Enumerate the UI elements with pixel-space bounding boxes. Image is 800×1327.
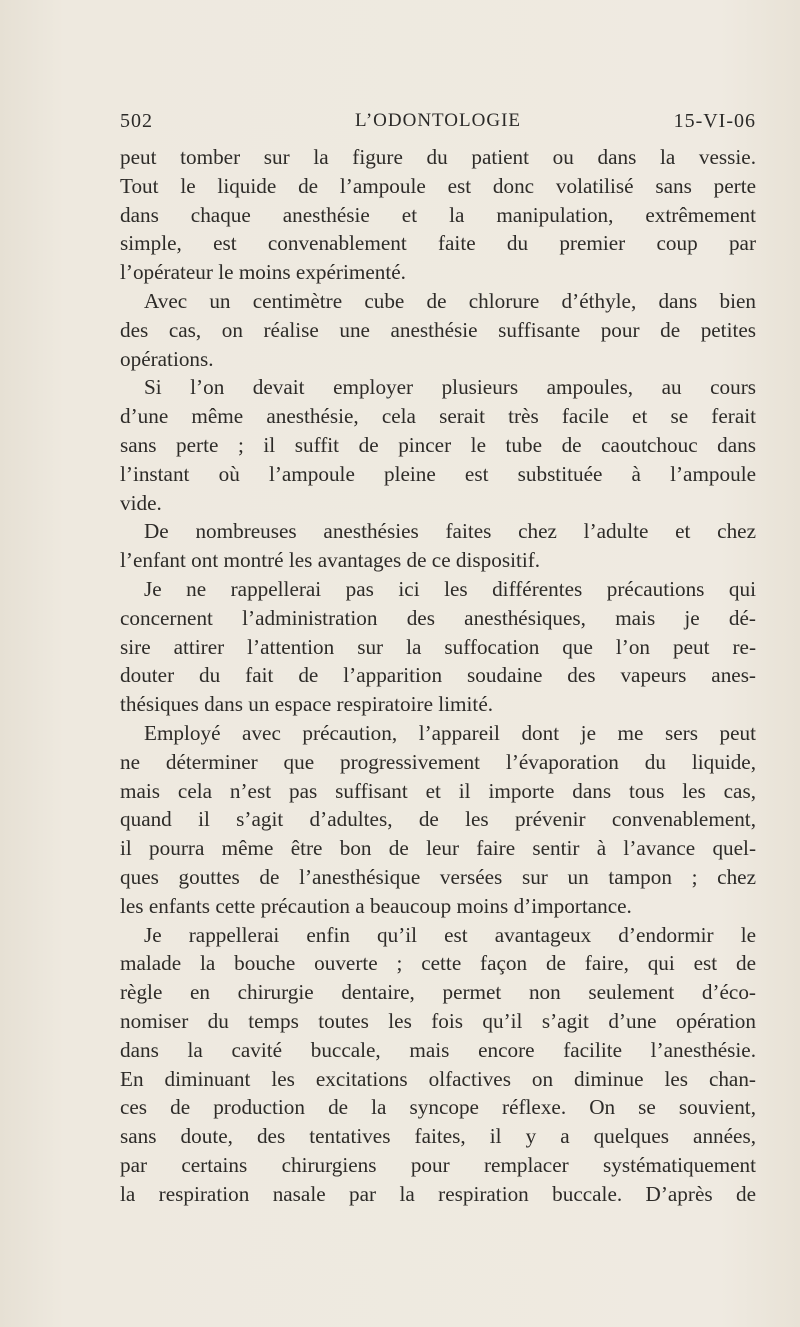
text-line: sans doute, des tentatives faites, il y a quelques années,	[120, 1124, 756, 1149]
journal-title: L’ODONTOLOGIE	[354, 110, 522, 131]
body-text	[120, 143, 756, 1208]
text-line: dans la cavité buccale, mais encore facilite l’anesthésie.	[120, 1037, 756, 1062]
text-line: d’une même anesthésie, cela serait très facile et se ferait	[120, 404, 756, 429]
text-line: règle en chirurgie dentaire, permet non seulement d’éco-	[120, 980, 756, 1005]
text-line: En diminuant les excitations olfactives on diminue les chan-	[120, 1066, 756, 1091]
text-line: sire attirer l’attention sur la suffocation que l’on peut re-	[120, 634, 756, 659]
text-line: sans perte ; il suffit de pincer le tube de caoutchouc dans	[120, 432, 756, 457]
text-line: l’opérateur le moins expérimenté.	[120, 260, 406, 285]
text-line: Je rappellerai enfin qu’il est avantageux d’endormir le	[144, 922, 756, 947]
text-line: vide.	[120, 490, 162, 515]
text-line: quand il s’agit d’adultes, de les prévenir convenablement,	[120, 807, 756, 832]
text-line: concernent l’administration des anesthésiques, mais je dé-	[120, 605, 756, 630]
text-line: Employé avec précaution, l’appareil dont je me sers peut	[144, 720, 756, 745]
text-line: Je ne rappellerai pas ici les différentes précautions qui	[144, 576, 756, 601]
text-line: De nombreuses anesthésies faites chez l’adulte et chez	[144, 519, 756, 544]
page-number: 502	[120, 110, 153, 132]
text-line: l’enfant ont montré les avantages de ce dispositif.	[120, 548, 541, 573]
text-line: ces de production de la syncope réflexe. On se souvient,	[120, 1095, 756, 1120]
text-line: peut tomber sur la figure du patient ou dans la vessie.	[120, 145, 756, 169]
text-line: douter du fait de l’apparition soudaine des vapeurs anes-	[120, 663, 756, 688]
running-header	[120, 104, 756, 138]
text-line: opérations.	[120, 346, 214, 371]
text-line: Si l’on devait employer plusieurs ampoules, au cours	[144, 375, 756, 400]
text-line: mais cela n’est pas suffisant et il importe dans tous les cas,	[120, 778, 756, 803]
text-line: Avec un centimètre cube de chlorure d’éthyle, dans bien	[144, 288, 756, 313]
text-line: par certains chirurgiens pour remplacer systématiquement	[120, 1152, 756, 1177]
text-line: simple, est convenablement faite du premier coup par	[120, 231, 756, 256]
text-line: ne déterminer que progressivement l’évaporation du liquide,	[120, 749, 756, 774]
text-line: la respiration nasale par la respiration buccale. D’après de	[120, 1181, 756, 1206]
text-line: dans chaque anesthésie et la manipulation, extrêmement	[120, 202, 756, 227]
text-line: les enfants cette précaution a beaucoup moins d’importance.	[120, 893, 632, 918]
text-line: l’instant où l’ampoule pleine est substituée à l’ampoule	[120, 461, 756, 486]
text-line: ques gouttes de l’anesthésique versées sur un tampon ; chez	[120, 864, 756, 889]
issue-date: 15-VI-06	[673, 110, 756, 132]
text-line: nomiser du temps toutes les fois qu’il s’agit d’une opération	[120, 1008, 756, 1033]
text-line: Tout le liquide de l’ampoule est donc volatilisé sans perte	[120, 173, 756, 198]
text-line: il pourra même être bon de leur faire sentir à l’avance quel-	[120, 836, 756, 861]
text-line: malade la bouche ouverte ; cette façon de faire, qui est de	[120, 951, 756, 976]
text-line: thésiques dans un espace respiratoire limité.	[120, 692, 494, 717]
text-line: des cas, on réalise une anesthésie suffisante pour de petites	[120, 317, 756, 342]
